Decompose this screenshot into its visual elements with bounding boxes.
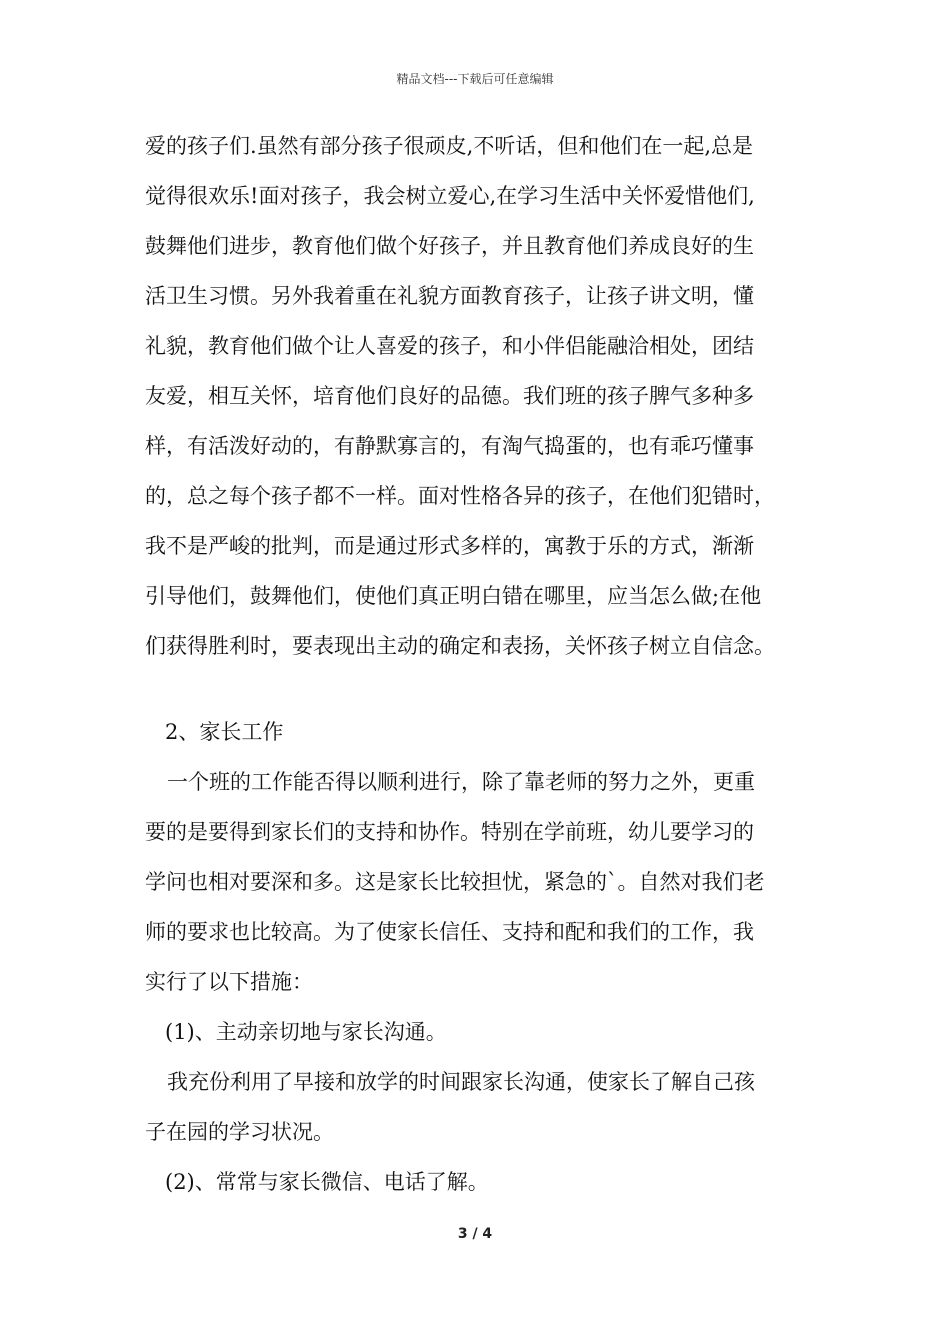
paragraph-line: 要的是要得到家长们的支持和协作。特别在学前班，幼儿要学习的	[145, 820, 754, 844]
list-item-title: (1)、主动亲切地与家长沟通。	[165, 1020, 447, 1044]
paragraph-line: 觉得很欢乐!面对孩子，我会树立爱心,在学习生活中关怀爱惜他们,	[145, 184, 755, 208]
paragraph-line: 我充份利用了早接和放学的时间跟家长沟通，使家长了解自己孩	[167, 1070, 755, 1094]
page-number: 3 / 4	[457, 1226, 493, 1242]
paragraph-line: 爱的孩子们.虽然有部分孩子很顽皮,不听话，但和他们在一起,总是	[145, 134, 754, 158]
paragraph-line: 友爱，相互关怀，培育他们良好的品德。我们班的孩子脾气多种多	[145, 384, 754, 408]
paragraph-gap	[145, 678, 815, 714]
paragraph-line: 学问也相对要深和多。这是家长比较担忧，紧急的`。自然对我们老	[145, 870, 765, 894]
paragraph-line: 一个班的工作能否得以顺利进行，除了靠老师的努力之外，更重	[167, 770, 755, 794]
paragraph-line: 活卫生习惯。另外我着重在礼貌方面教育孩子，让孩子讲文明，懂	[145, 284, 754, 308]
paragraph-line: 的，总之每个孩子都不一样。面对性格各异的孩子，在他们犯错时，	[145, 484, 775, 508]
paragraph-line: 引导他们，鼓舞他们，使他们真正明白错在哪里，应当怎么做;在他	[145, 584, 762, 608]
paragraph-line: 我不是严峻的批判，而是通过形式多样的，寓教于乐的方式，渐渐	[145, 534, 754, 558]
paragraph-line: 实行了以下措施：	[145, 970, 313, 994]
paragraph-line: 礼貌，教育他们做个让人喜爱的孩子，和小伴侣能融洽相处，团结	[145, 334, 754, 358]
document-body	[145, 128, 815, 1214]
paragraph-line: 鼓舞他们进步，教育他们做个好孩子，并且教育他们养成良好的生	[145, 234, 754, 258]
list-item-title: (2)、常常与家长微信、电话了解。	[165, 1170, 489, 1194]
page-header: 精品文档---下载后可任意编辑	[396, 72, 554, 86]
paragraph-line: 子在园的学习状况。	[145, 1120, 334, 1144]
paragraph-line: 们获得胜利时，要表现出主动的确定和表扬，关怀孩子树立自信念。	[145, 634, 775, 658]
paragraph-line: 师的要求也比较高。为了使家长信任、支持和配和我们的工作，我	[145, 920, 754, 944]
paragraph-line: 样，有活泼好动的，有静默寡言的，有淘气捣蛋的，也有乖巧懂事	[145, 434, 754, 458]
section-heading: 2、家长工作	[165, 720, 284, 744]
